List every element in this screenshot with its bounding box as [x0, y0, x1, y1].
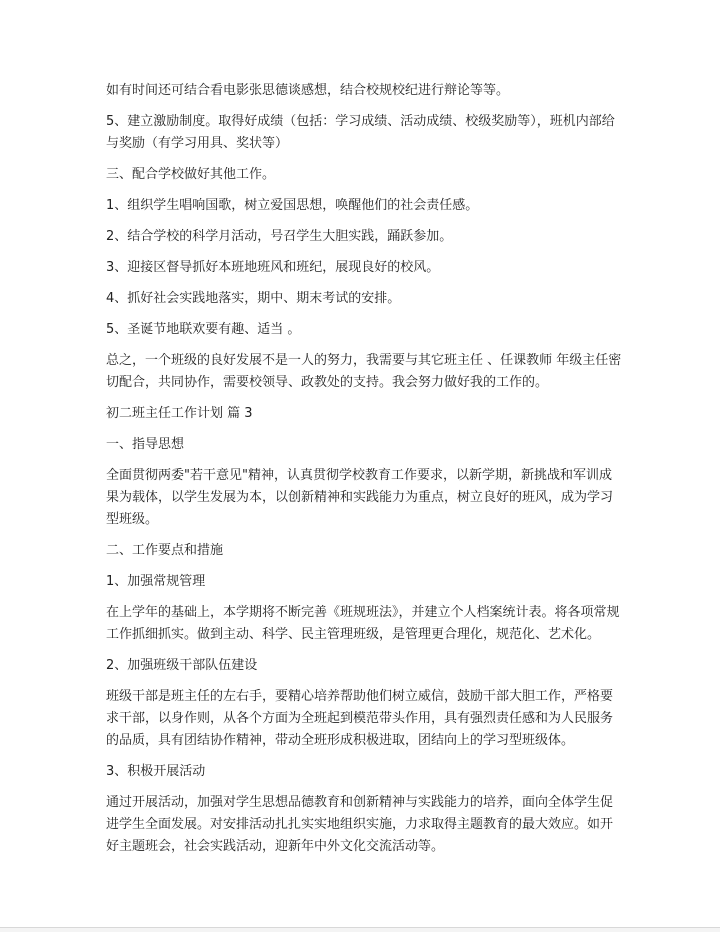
list-item: 2、结合学校的科学月活动，号召学生大胆实践，踊跃参加。: [106, 229, 453, 244]
list-item: 5、圣诞节地联欢要有趣、适当 。: [106, 322, 301, 337]
document-subtitle: 初二班主任工作计划 篇 3: [106, 406, 253, 421]
subsection-heading: 1、加强常规管理: [106, 574, 206, 589]
section-heading: 二、工作要点和措施: [106, 543, 224, 558]
paragraph: 总之，一个班级的良好发展不是一人的努力，我需要与其它班主任 、任课教师 年级主任密切配合，共同协作，需要校领导、政教处的支持。我会努力做好我的工作的。: [106, 353, 622, 390]
section-heading: 一、指导思想: [106, 437, 185, 452]
paragraph: 班级干部是班主任的左右手，要精心培养帮助他们树立威信，鼓励干部大胆工作，严格要求干部，以身作则，从各个方面为全班起到模范带头作用，具有强烈责任感和为人民服务的品质，具有团结协作精神，带动全班形成积极进取，团结向上的学习型班级体。: [106, 689, 614, 748]
list-item: 4、抓好社会实践地落实，期中、期末考试的安排。: [106, 291, 401, 306]
section-heading: 三、配合学校做好其他工作。: [106, 167, 276, 182]
list-item: 3、迎接区督导抓好本班地班风和班纪，展现良好的校风。: [106, 260, 440, 275]
subsection-heading: 3、积极开展活动: [106, 764, 206, 779]
paragraph: 在上学年的基础上，本学期将不断完善《班规班法》，并建立个人档案统计表。将各项常规工作抓细抓实。做到主动、科学、民主管理班级，是管理更合理化，规范化、艺术化。: [106, 605, 620, 642]
subsection-heading: 2、加强班级干部队伍建设: [106, 658, 258, 673]
paragraph: 通过开展活动，加强对学生思想品德教育和创新精神与实践能力的培养，面向全体学生促进学生全面发展。对安排活动扎扎实实地组织实施，力求取得主题教育的最大效应。如开好主题班会，社会实践活动，迎新年中外文化交流活动等。: [106, 795, 614, 854]
list-item: 1、组织学生唱响国歌，树立爱国思想，唤醒他们的社会责任感。: [106, 198, 479, 213]
page-bottom-border: [0, 927, 720, 932]
paragraph: 如有时间还可结合看电影张思德谈感想，结合校规校纪进行辩论等等。: [106, 83, 510, 98]
document-body: [106, 80, 622, 858]
paragraph: 5、建立激励制度。取得好成绩（包括：学习成绩、活动成绩、校级奖励等），班机内部给与奖励（有学习用具、奖状等）: [106, 114, 615, 151]
paragraph: 全面贯彻两委"若干意见"精神，认真贯彻学校教育工作要求，以新学期，新挑战和军训成果为载体，以学生发展为本，以创新精神和实践能力为重点，树立良好的班风，成为学习型班级。: [106, 468, 614, 527]
